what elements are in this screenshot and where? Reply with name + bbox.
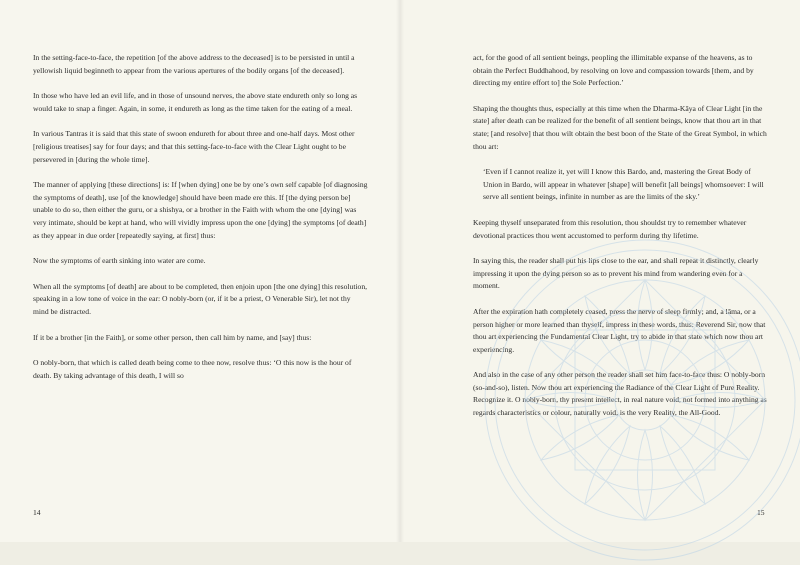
paragraph: O nobly-born, that which is called death being come to thee now, resolve thus: ‘O this now is the hour of death. By taking advantage of this death, I will so <box>33 358 352 380</box>
paragraph: And also in the case of any other person the reader shall set him face-to-face thus: O nobly-born (so-and-so), listen. Now thou art experiencing the Radiance of the Clear Light of Pure Reality. Recognize it. O nobly-born, thy present intellect, in real nature void, not formed into anything as regards characteristics or colour, naturally void, is the very Reality, the All-Good. <box>473 370 767 418</box>
paragraph: In saying this, the reader shall put his lips close to the ear, and shall repeat it distinctly, clearly impressing it upon the dying person so as to prevent his mind from wandering even for a moment. <box>473 256 759 291</box>
paragraph: The manner of applying [these directions] is: If [when dying] one be by one’s own self capable [of diagnosing the symptoms of death], use [of the knowledge] should have been made ere this. If [the dying person be] unable to do so, then either the guru, or a shishya, or a brother in the Faith with whom the one [dying] was very intimate, should be kept at hand, who will vividly impress upon the one [dying] the symptoms [of death] as they appear in due order [repeatedly saying, at first] thus: <box>33 180 368 240</box>
page-number-right: 15 <box>757 508 765 517</box>
paragraph: In the setting-face-to-face, the repetition [of the above address to the deceased] is to be persisted in until a yellowish liquid beginneth to appear from the various apertures of the bodily organs [of the deceased]. <box>33 53 355 75</box>
paragraph: In those who have led an evil life, and in those of unsound nerves, the above state endureth only so long as would take to snap a finger. Again, in some, it endureth as long as the time taken for the eating of a meal. <box>33 91 358 113</box>
left-page-text <box>33 52 368 395</box>
paragraph: When all the symptoms [of death] are about to be completed, then enjoin upon [the one dying] this resolution, speaking in a low tone of voice in the ear: O nobly-born (or, if it be a priest, O Venerable Sir), let not thy mind be distracted. <box>33 281 368 316</box>
paragraph: act, for the good of all sentient beings, peopling the illimitable expanse of the heavens, as to obtain the Perfect Buddhahood, by resolving on love and compassion towards [them, and by directing my entire effort to] the Sole Perfection.’ <box>473 53 754 88</box>
page-number-left: 14 <box>33 508 41 517</box>
right-page <box>400 0 800 542</box>
paragraph: Keeping thyself unseparated from this resolution, thou shouldst try to remember whatever devotional practices thou went accustomed to perform during thy lifetime. <box>473 217 747 240</box>
block-quote: ‘Even if I cannot realize it, yet will I know this Bardo, and, mastering the Great Body of Union in Bardo, will appear in whatever [shape] will benefit [all beings] whomsoever: I will serve all sentient beings, infinite in number as are the limits of the sky.’ <box>483 167 764 202</box>
right-page-text <box>473 52 768 433</box>
paragraph: If it be a brother [in the Faith], or some other person, then call him by name, and [say] thus: <box>33 332 312 342</box>
paragraph: After the expiration hath completely ceased, press the nerve of sleep firmly; and, a lāma, or a person higher or more learned than thyself, impress in these words, thus: Reverend Sir, now that thou art experiencing the Fundamental Clear Light, try to abide in that state which now thou art experiencing. <box>473 306 766 354</box>
paragraph: Shaping the thoughts thus, especially at this time when the Dharma-Kāya of Clear Light [in the state] after death can be realized for the benefit of all sentient beings, know that thou art in that state; [and resolve] that thou wilt obtain the best boon of the State of the Great Symbol, in which thou art: <box>473 103 767 151</box>
paragraph: Now the symptoms of earth sinking into water are come. <box>33 256 206 266</box>
left-page <box>0 0 400 542</box>
paragraph: In various Tantras it is said that this state of swoon endureth for about three and one-half days. Most other [religious treatises] say for four days; and that this setting-face-to-face with the Clear Light ought to be persevered in [during the whole time]. <box>33 129 355 164</box>
book-gutter <box>396 0 404 542</box>
